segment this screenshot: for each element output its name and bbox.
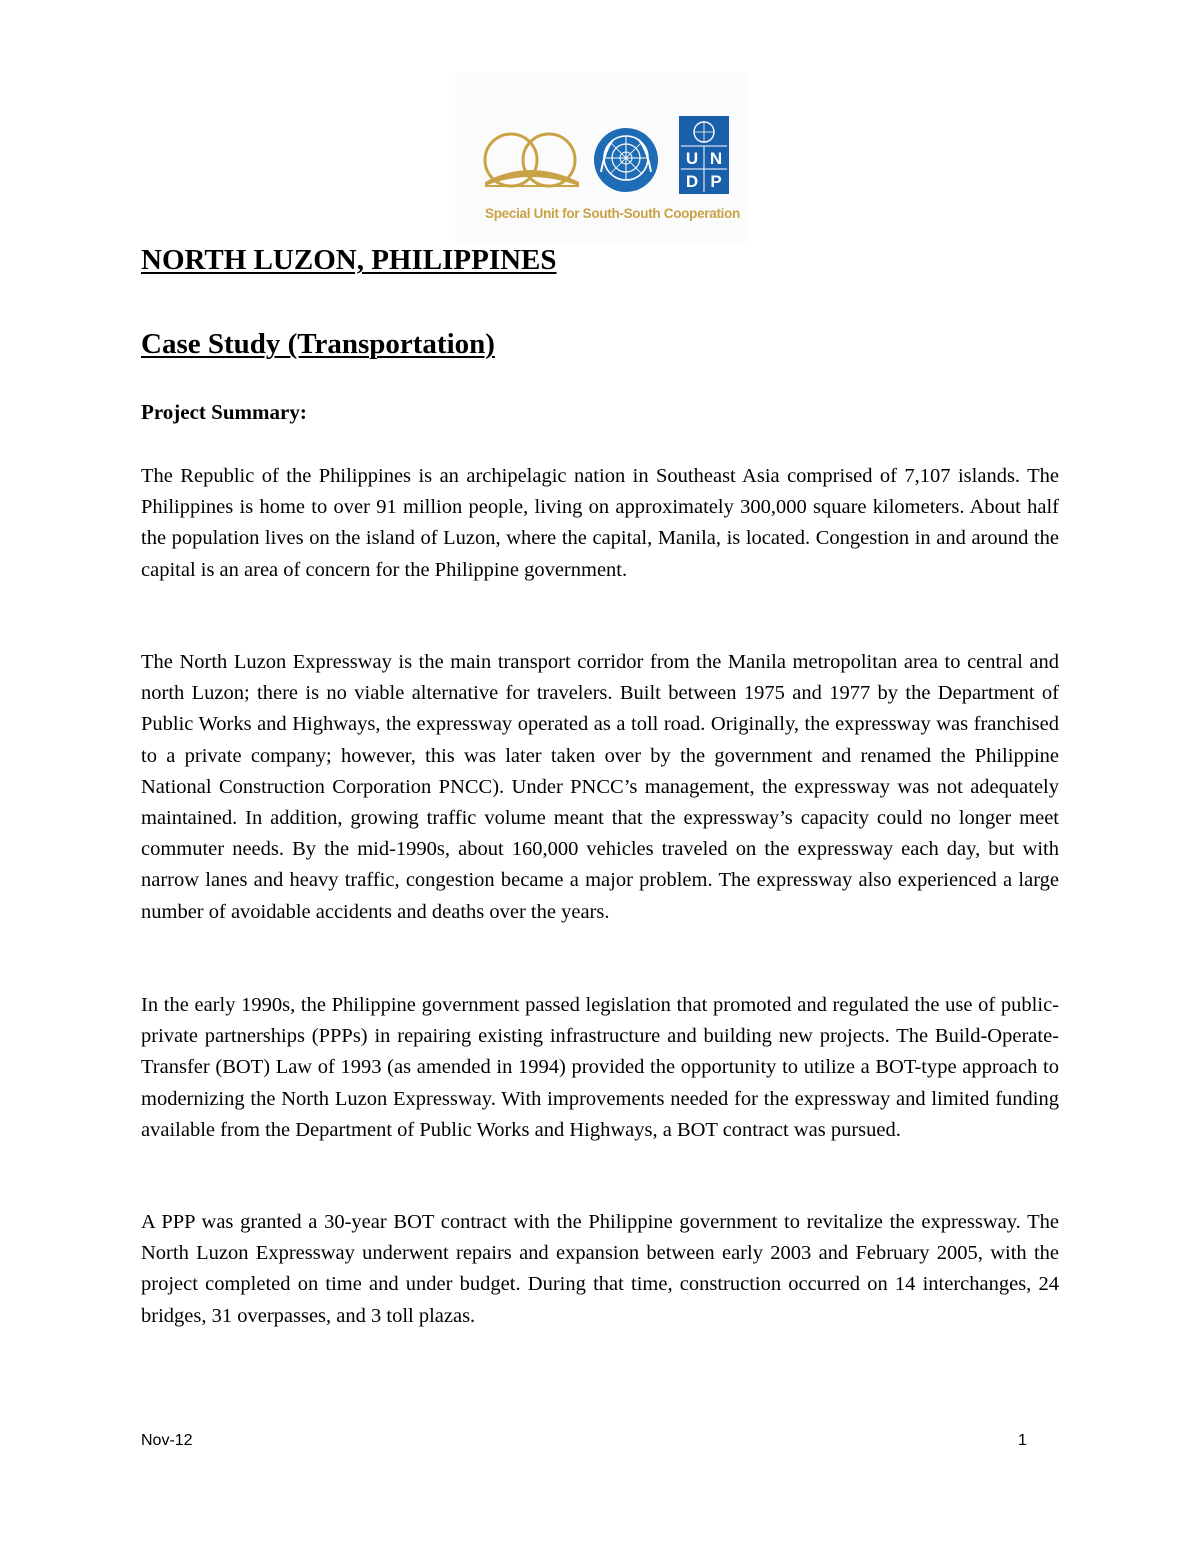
page-number: 1 <box>1018 1432 1027 1449</box>
document-subtitle: Case Study (Transportation) <box>141 328 495 360</box>
paragraph-2: The North Luzon Expressway is the main transport corridor from the Manila metropolitan area to central and north Luzon; there is no viable alternative for travelers. Built between 1975 and 1977 by the Department of Public Works and Highways, the expressway operated as a toll road. Originally, the expressway was franchised to a private company; however, this was later taken over by the government and renamed the Philippine National Construction Corporation PNCC). Under PNCC’s management, the expressway was not adequately maintained. In addition, growing traffic volume meant that the expressway’s capacity could no longer meet commuter needs. By the mid-1990s, about 160,000 vehicles traveled on the expressway each day, but with narrow lanes and heavy traffic, congestion became a major problem. The expressway also experienced a large number of avoidable accidents and deaths over the years. <box>141 651 1059 923</box>
document-title: NORTH LUZON, PHILIPPINES <box>141 244 557 276</box>
paragraph-4: A PPP was granted a 30-year BOT contract with the Philippine government to revitalize the expressway. The North Luzon Expressway underwent repairs and expansion between early 2003 and February 2005, with the project completed on time and under budget. During that time, construction occurred on 14 interchanges, 24 bridges, 31 overpasses, and 3 toll plazas. <box>141 1211 1059 1327</box>
un-emblem-icon <box>594 128 658 192</box>
paragraph-3: In the early 1990s, the Philippine government passed legislation that promoted and regulated the use of public-private partnerships (PPPs) in repairing existing infrastructure and building new projects. The Build-Operate-Transfer (BOT) Law of 1993 (as amended in 1994) provided the opportunity to utilize a BOT-type approach to modernizing the North Luzon Expressway. With improvements needed for the expressway and limited funding available from the Department of Public Works and Highways, a BOT contract was pursued. <box>141 994 1059 1141</box>
footer-date: Nov-12 <box>141 1432 193 1449</box>
undp-logo-icon <box>679 116 729 194</box>
undp-letter-d: D <box>685 172 699 191</box>
ssc-un-undp-logo <box>455 72 748 242</box>
undp-letter-n: N <box>709 149 723 168</box>
logo-caption: Special Unit for South-South Cooperation <box>485 206 740 221</box>
undp-letter-p: P <box>710 172 722 191</box>
section-heading: Project Summary: <box>141 400 307 424</box>
undp-letter-u: U <box>685 149 699 168</box>
paragraph-1: The Republic of the Philippines is an archipelagic nation in Southeast Asia comprised of 7,107 islands. The Philippines is home to over 91 million people, living on approximately 300,000 square kilometers. About half the population lives on the island of Luzon, where the capital, Manila, is located. Congestion in and around the capital is an area of concern for the Philippine government. <box>141 465 1059 581</box>
